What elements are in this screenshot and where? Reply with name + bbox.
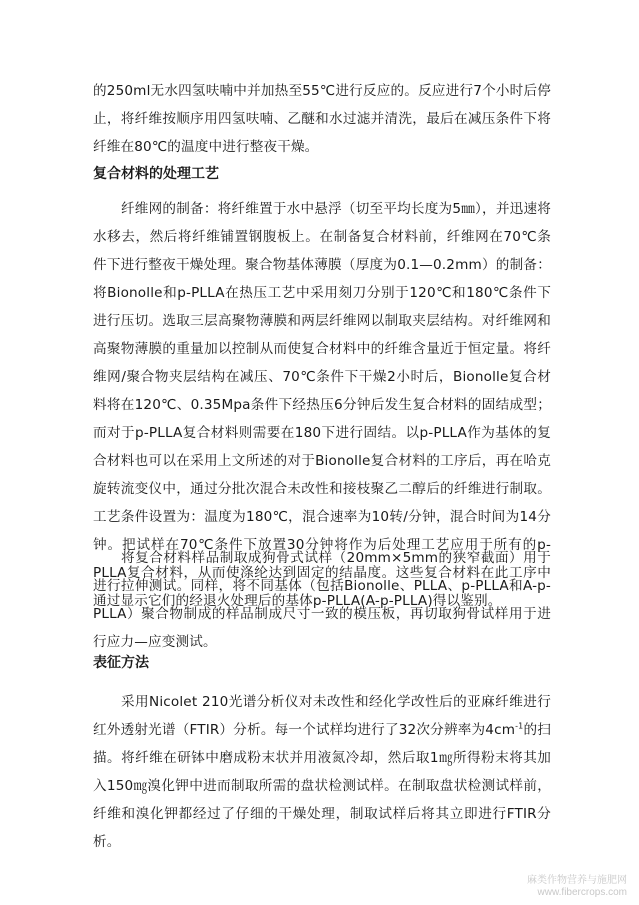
paragraph-tensile-specimens: 将复合材料样品制取成狗骨式试样（20mm×5mm的狭窄截面）用于进行拉伸测试。同样，将不同基体（包括Bionolle、PLLA、p-PLLA和A-p-PLLA）聚合物制成的样品制成尺寸一致的模压板，再切取狗骨试样用于进行应力—应变测试。 <box>93 550 551 650</box>
watermark-url: www.fibercrops.com <box>537 887 627 898</box>
ftir-superscript: -1 <box>515 721 524 731</box>
heading-composite-processing: 复合材料的处理工艺 <box>93 166 219 182</box>
paragraph-reaction-continuation: 的250ml无水四氢呋喃中并加热至55℃进行反应的。反应进行7个小时后停止，将纤维按顺序用四氢呋喃、乙醚和水过滤并清洗，最后在减压条件下将纤维在80℃的温度中进行整夜干燥。 <box>93 83 551 155</box>
ftir-text-part2: 的扫描。将纤维在研钵中磨成粉末状并用液氮冷却，然后取1㎎所得粉末将其加入150㎎溴化钾中进而制取所需的盘状检测试样。在制取盘状检测试样前，纤维和溴化钾都经过了仔细的干燥处理，制取试样后将其立即进行FTIR分析。 <box>93 722 551 850</box>
site-watermark <box>527 875 627 899</box>
watermark-title: 麻类作物营养与施肥网 <box>527 875 627 886</box>
heading-characterization-methods: 表征方法 <box>93 655 149 671</box>
ftir-text-part1: 采用Nicolet 210光谱分析仪对未改性和经化学改性后的亚麻纤维进行红外透射光谱（FTIR）分析。每一个试样均进行了32次分辨率为4cm <box>93 694 551 738</box>
paragraph-ftir-analysis <box>93 688 551 856</box>
paragraph-fiber-mat-preparation: 纤维网的制备：将纤维置于水中悬浮（切至平均长度为5㎜），并迅速将水移去，然后将纤维铺置钢腹板上。在制备复合材料前，纤维网在70℃条件下进行整夜干燥处理。聚合物基体薄膜（厚度为0.1—0.2mm）的制备：将Bionolle和p-PLLA在热压工艺中采用刻刀分别于120℃和180℃条件下进行压切。选取三层高聚物薄膜和两层纤维网以制取夹层结构。对纤维网和高聚物薄膜的重量加以控制从而使复合材料中的纤维含量近于恒定量。将纤维网/聚合物夹层结构在减压、70℃条件下干燥2小时后，Bionolle复合材料将在120℃、0.35Mpa条件下经热压6分钟后发生复合材料的固结成型；而对于p-PLLA复合材料则需要在180下进行固结。以p-PLLA作为基体的复合材料也可以在采用上文所述的对于Bionolle复合材料的工序后，再在哈克旋转流变仪中，通过分批次混合未改性和接枝聚乙二醇后的纤维进行制取。工艺条件设置为：温度为180℃，混合速率为10转/分钟，混合时间为14分钟。把试样在70℃条件下放置30分钟将作为后处理工艺应用于所有的p-PLLA复合材料，从而使涤纶达到固定的结晶度。这些复合材料在此工序中通过显示它们的经退火处理后的基体p-PLLA(A-p-PLLA)得以鉴别。 <box>93 201 551 609</box>
